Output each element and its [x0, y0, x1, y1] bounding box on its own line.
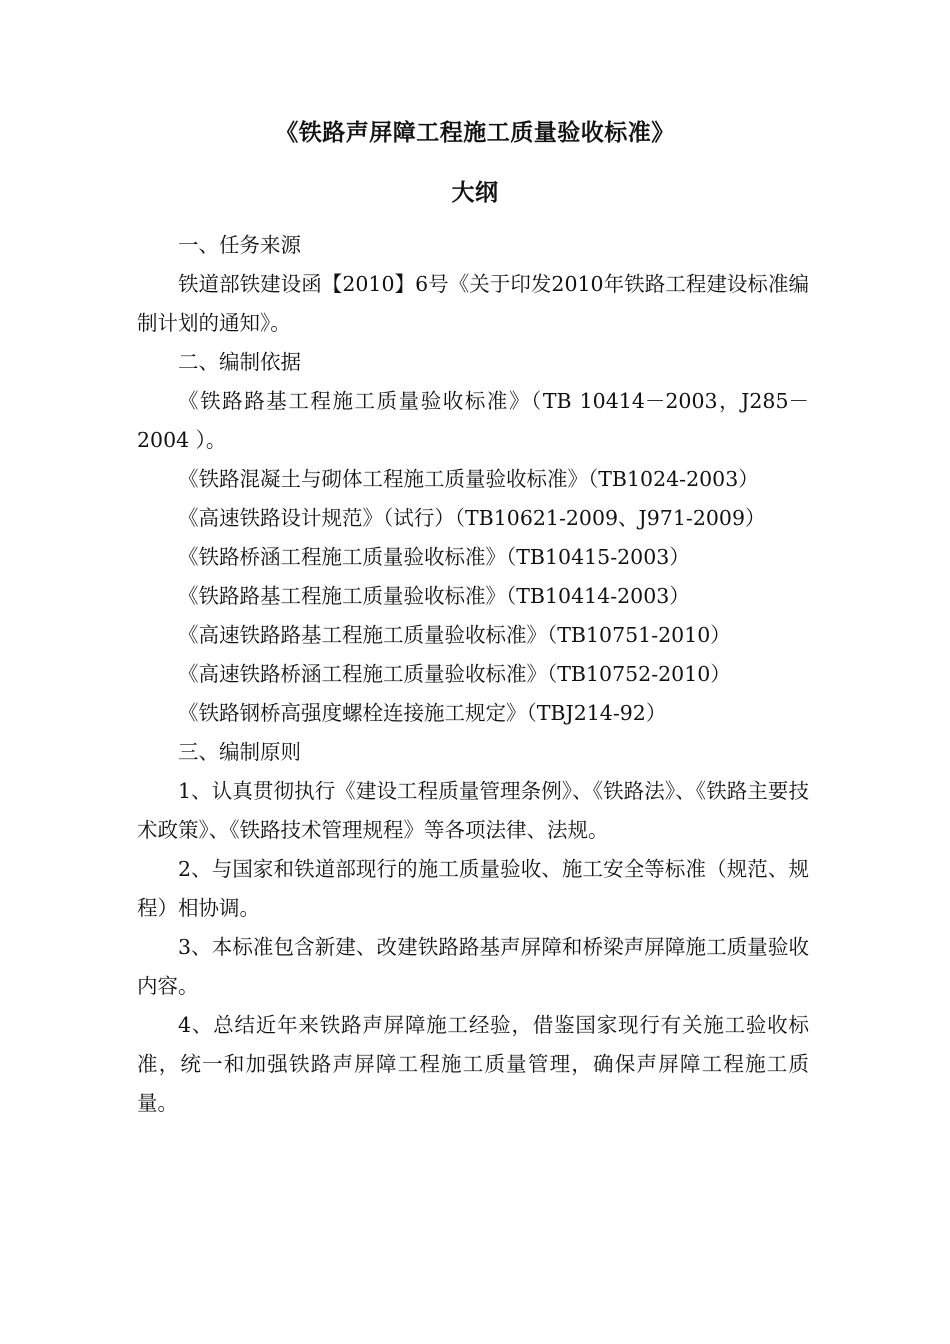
principle-item: 3、本标准包含新建、改建铁路路基声屏障和桥梁声屏障施工质量验收内容。 — [137, 935, 809, 998]
reference-item: 《高速铁路设计规范》（试行）（TB10621-2009、J971-2009） — [178, 506, 766, 530]
principle-item: 2、与国家和铁道部现行的施工质量验收、施工安全等标准（规范、规程）相协调。 — [137, 857, 809, 920]
section-heading-basis: 二、编制依据 — [178, 350, 301, 374]
reference-item: 《铁路路基工程施工质量验收标准》（TB10414-2003） — [178, 584, 690, 608]
reference-item: 《铁路路基工程施工质量验收标准》（TB 10414－2003，J285－2004 ）。 — [137, 389, 809, 452]
reference-item: 《高速铁路路基工程施工质量验收标准》（TB10751-2010） — [178, 623, 731, 647]
principle-item: 1、认真贯彻执行《建设工程质量管理条例》、《铁路法》、《铁路主要技术政策》、《铁路技术管理规程》等各项法律、法规。 — [137, 779, 809, 842]
section-heading-source: 一、任务来源 — [178, 233, 301, 257]
reference-item: 《铁路桥涵工程施工质量验收标准》（TB10415-2003） — [178, 545, 690, 569]
section-heading-principles: 三、编制原则 — [178, 740, 301, 764]
reference-item: 《铁路混凝土与砌体工程施工质量验收标准》（TB1024-2003） — [178, 467, 759, 491]
reference-item: 《高速铁路桥涵工程施工质量验收标准》（TB10752-2010） — [178, 662, 731, 686]
document-body — [137, 226, 809, 1123]
principle-item: 4、总结近年来铁路声屏障施工经验，借鉴国家现行有关施工验收标准，统一和加强铁路声屏障工程施工质量管理，确保声屏障工程施工质量。 — [137, 1013, 809, 1115]
document-subtitle: 大纲 — [451, 180, 499, 206]
reference-item: 《铁路钢桥高强度螺栓连接施工规定》（TBJ214-92） — [178, 701, 667, 725]
document-title: 《铁路声屏障工程施工质量验收标准》 — [275, 120, 675, 146]
paragraph: 铁道部铁建设函【2010】6号《关于印发2010年铁路工程建设标准编制计划的通知》。 — [137, 272, 809, 335]
